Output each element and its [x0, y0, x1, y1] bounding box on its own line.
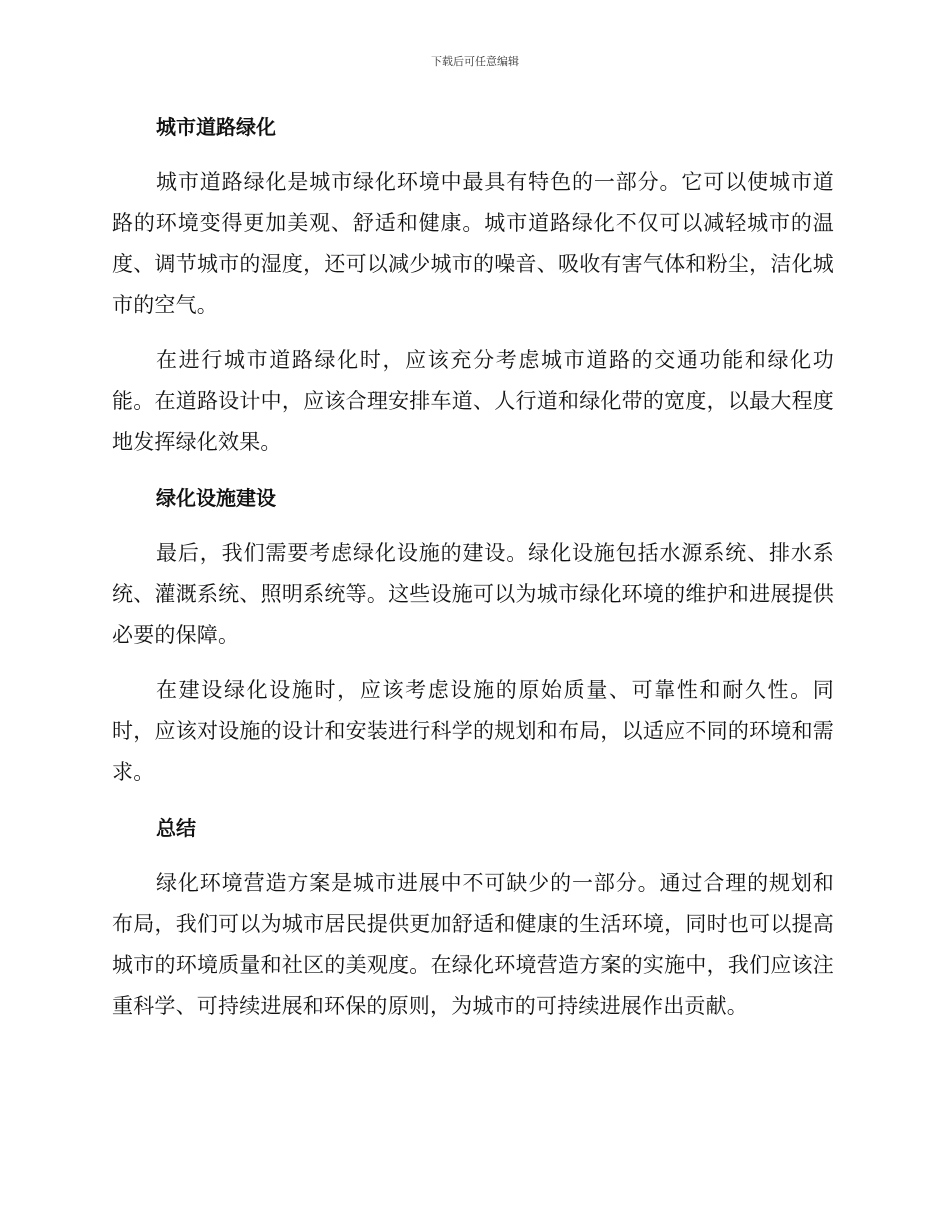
paragraph-facilities-2: 在建设绿化设施时，应该考虑设施的原始质量、可靠性和耐久性。同时，应该对设施的设计和安装进行科学的规划和布局，以适应不同的环境和需求。: [112, 678, 834, 784]
paragraph-facilities-1: 最后，我们需要考虑绿化设施的建设。绿化设施包括水源系统、排水系统、灌溉系统、照明系统等。这些设施可以为城市绿化环境的维护和进展提供必要的保障。: [112, 541, 834, 647]
header-note: 下载后可任意编辑: [431, 55, 519, 68]
paragraph-road-greening-2: 在进行城市道路绿化时，应该充分考虑城市道路的交通功能和绿化功能。在道路设计中，应该合理安排车道、人行道和绿化带的宽度，以最大程度地发挥绿化效果。: [112, 348, 834, 454]
section-heading-facilities: 绿化设施建设: [156, 486, 276, 510]
paragraph-road-greening-1: 城市道路绿化是城市绿化环境中最具有特色的一部分。它可以使城市道路的环境变得更加美观、舒适和健康。城市道路绿化不仅可以减轻城市的温度、调节城市的湿度，还可以减少城市的噪音、吸收有害气体和粉尘，洁化城市的空气。: [112, 170, 834, 317]
section-heading-road-greening: 城市道路绿化: [156, 115, 276, 139]
document-body: [112, 106, 834, 1027]
section-heading-summary: 总结: [156, 816, 196, 840]
paragraph-summary-1: 绿化环境营造方案是城市进展中不可缺少的一部分。通过合理的规划和布局，我们可以为城市居民提供更加舒适和健康的生活环境，同时也可以提高城市的环境质量和社区的美观度。在绿化环境营造方案的实施中，我们应该注重科学、可持续进展和环保的原则，为城市的可持续进展作出贡献。: [112, 871, 834, 1018]
